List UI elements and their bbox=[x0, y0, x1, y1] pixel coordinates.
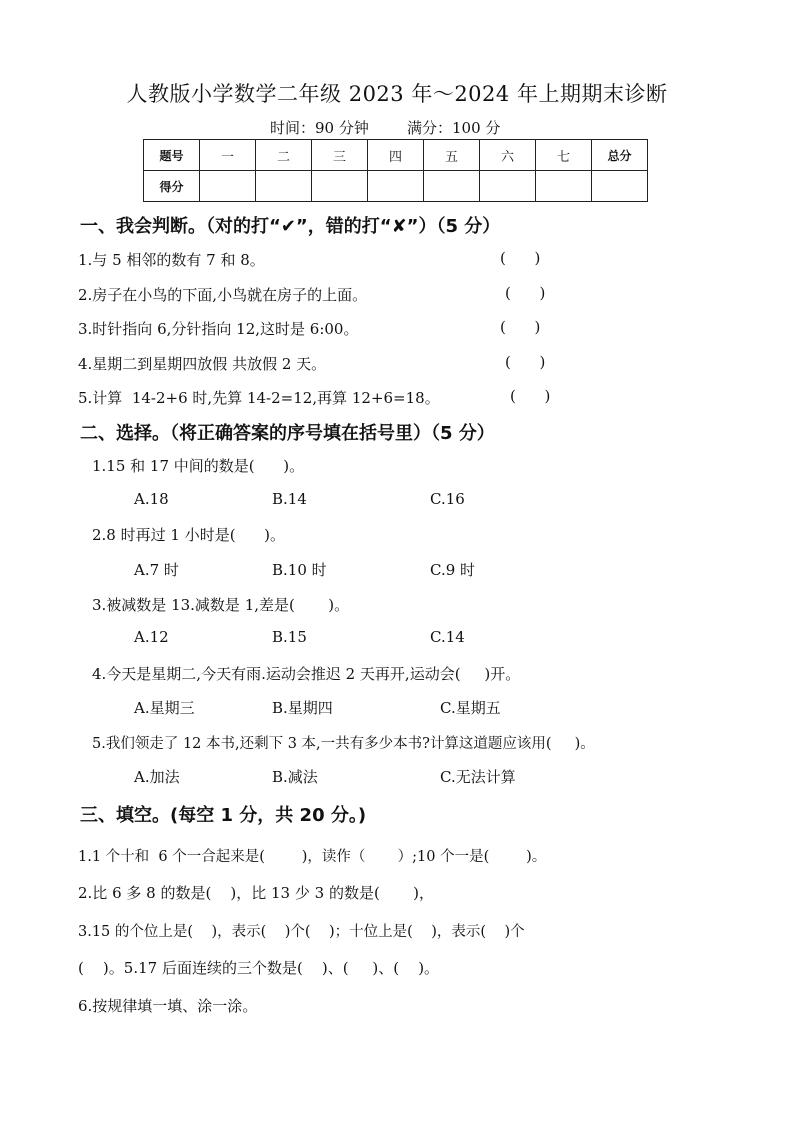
judge-item-1: 1.与 5 相邻的数有 7 和 8。 bbox=[78, 251, 265, 269]
score-table-header-row bbox=[144, 140, 648, 171]
score-table bbox=[143, 139, 648, 202]
choice-question-5: 5.我们领走了 12 本书,还剩下 3 本,一共有多少本书?计算这道题应该用( )。 bbox=[92, 736, 595, 752]
score-input-2[interactable] bbox=[256, 171, 312, 202]
fill-line-2[interactable]: 2.比 6 多 8 的数是( )，比 13 少 3 的数是( )， bbox=[78, 884, 435, 902]
choice-1-option-b[interactable]: B.14 bbox=[272, 490, 307, 508]
score-cell-label: 题号 bbox=[144, 140, 200, 171]
score-input-1[interactable] bbox=[200, 171, 256, 202]
choice-4-option-a[interactable]: A.星期三 bbox=[134, 699, 195, 717]
choice-1-option-c[interactable]: C.16 bbox=[430, 490, 465, 508]
score-input-7[interactable] bbox=[536, 171, 592, 202]
choice-3-option-b[interactable]: B.15 bbox=[272, 628, 307, 646]
fill-line-1[interactable]: 1.1 个十和 6 个一合起来是( )，读作（ ）;10 个一是( )。 bbox=[78, 849, 547, 865]
score-cell-total: 总分 bbox=[592, 140, 648, 171]
fill-line-3[interactable]: 3.15 的个位上是( )，表示( )个( )；十位上是( )，表示( )个 bbox=[78, 924, 525, 940]
score-cell-1: 一 bbox=[200, 140, 256, 171]
score-input-3[interactable] bbox=[312, 171, 368, 202]
choice-2-option-b[interactable]: B.10 时 bbox=[272, 561, 327, 579]
choice-question-3: 3.被减数是 13.减数是 1,差是( )。 bbox=[92, 596, 350, 614]
choice-4-option-b[interactable]: B.星期四 bbox=[272, 699, 333, 717]
score-cell-4: 四 bbox=[368, 140, 424, 171]
judge-answer-1[interactable]: ( ) bbox=[500, 249, 541, 267]
score-input-4[interactable] bbox=[368, 171, 424, 202]
fill-line-6: 6.按规律填一填、涂一涂。 bbox=[78, 997, 258, 1015]
score-table-score-row bbox=[144, 171, 648, 202]
page-title: 人教版小学数学二年级 2023 年～2024 年上期期末诊断 bbox=[126, 82, 668, 106]
judge-item-5: 5.计算 14-2+6 时,先算 14-2=12,再算 12+6=18。 bbox=[78, 389, 440, 407]
full-score: 满分：100 分 bbox=[407, 119, 501, 137]
choice-2-option-c[interactable]: C.9 时 bbox=[430, 561, 476, 579]
score-input-6[interactable] bbox=[480, 171, 536, 202]
choice-5-option-c[interactable]: C.无法计算 bbox=[440, 768, 516, 786]
section3-heading: 三、填空。(每空 1 分，共 20 分。) bbox=[80, 805, 367, 826]
judge-item-2: 2.房子在小鸟的下面,小鸟就在房子的上面。 bbox=[78, 286, 368, 304]
score-cell-2: 二 bbox=[256, 140, 312, 171]
judge-item-3: 3.时针指向 6,分针指向 12,这时是 6:00。 bbox=[78, 320, 359, 338]
judge-answer-2[interactable]: ( ) bbox=[505, 284, 546, 302]
choice-1-option-a[interactable]: A.18 bbox=[134, 490, 169, 508]
choice-4-option-c[interactable]: C.星期五 bbox=[440, 699, 501, 717]
exam-meta bbox=[270, 117, 500, 138]
score-cell-5: 五 bbox=[424, 140, 480, 171]
time-limit: 时间：90 分钟 bbox=[270, 119, 369, 137]
choice-question-4: 4.今天是星期二,今天有雨.运动会推迟 2 天再开,运动会( )开。 bbox=[92, 665, 521, 683]
score-cell-6: 六 bbox=[480, 140, 536, 171]
score-row-label: 得分 bbox=[144, 171, 200, 202]
judge-item-4: 4.星期二到星期四放假 共放假 2 天。 bbox=[78, 355, 327, 373]
fill-line-4[interactable]: ( )。5.17 后面连续的三个数是( )、( )、( )。 bbox=[78, 959, 440, 977]
choice-5-option-b[interactable]: B.减法 bbox=[272, 768, 318, 786]
judge-answer-5[interactable]: ( ) bbox=[510, 387, 551, 405]
section2-heading: 二、选择。（将正确答案的序号填在括号里）（5 分） bbox=[80, 423, 495, 444]
section1-heading: 一、我会判断。（对的打“✔”，错的打“✘”）（5 分） bbox=[80, 216, 501, 237]
judge-answer-4[interactable]: ( ) bbox=[505, 353, 546, 371]
choice-3-option-c[interactable]: C.14 bbox=[430, 628, 465, 646]
choice-5-option-a[interactable]: A.加法 bbox=[134, 768, 180, 786]
choice-3-option-a[interactable]: A.12 bbox=[134, 628, 169, 646]
score-cell-3: 三 bbox=[312, 140, 368, 171]
choice-question-1: 1.15 和 17 中间的数是( )。 bbox=[92, 457, 305, 475]
score-cell-7: 七 bbox=[536, 140, 592, 171]
choice-2-option-a[interactable]: A.7 时 bbox=[134, 561, 179, 579]
choice-question-2: 2.8 时再过 1 小时是( )。 bbox=[92, 526, 286, 544]
judge-answer-3[interactable]: ( ) bbox=[500, 318, 541, 336]
score-input-5[interactable] bbox=[424, 171, 480, 202]
score-input-total[interactable] bbox=[592, 171, 648, 202]
